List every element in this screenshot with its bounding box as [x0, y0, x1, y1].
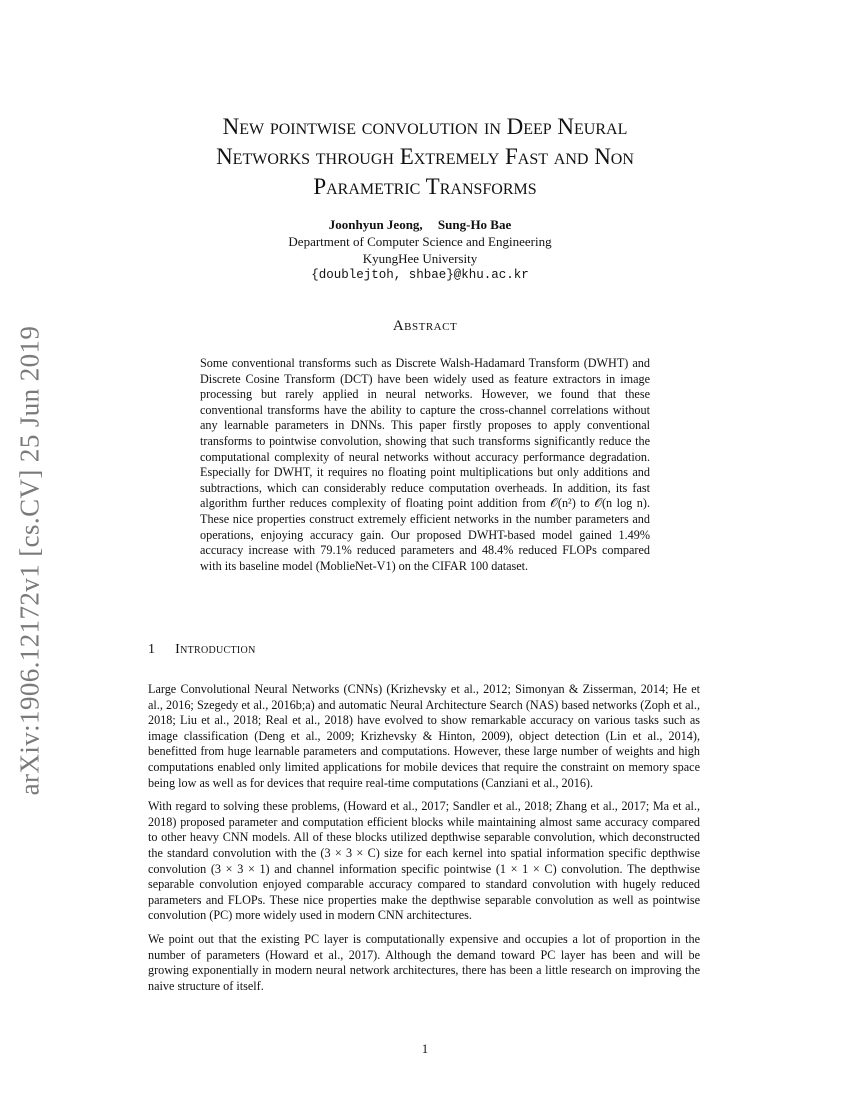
arxiv-identifier-text: arXiv:1906.12172v1 [cs.CV] 25 Jun 2019 [14, 325, 45, 795]
author-university: KyungHee University [362, 251, 478, 266]
section-title: Introduction [175, 642, 256, 657]
author-email: {doublejtoh, shbae}@khu.ac.kr [311, 268, 529, 282]
arxiv-identifier-stamp [10, 280, 50, 840]
author-name: Joonhyun Jeong, [328, 217, 423, 232]
body-paragraph: With regard to solving these problems, (Howard et al., 2017; Sandler et al., 2018; Zhang et al., 2017; Ma et al., 2018) proposed parameter and computation efficient blocks while maintaining almost same accuracy compared to other heavy CNN models. All of these blocks utilized depthwise separable convolution, which deconstructed the standard convolution with the (3 × 3 × C) size for each kernel into spatial information specific depthwise convolution (3 × 3 × 1) and channel information specific pointwise (1 × 1 × C) convolution. The depthwise separable convolution enjoyed comparable accuracy compared to standard convolution with hugely reduced parameters and FLOPs. These nice properties make the depthwise separable convolution as well as pointwise convolution (PC) more widely used in modern CNN architectures. [148, 799, 700, 923]
author-department: Department of Computer Science and Engineering [288, 234, 552, 249]
abstract-heading: Abstract [392, 318, 458, 334]
title-line-2: Networks through Extremely Fast and Non [216, 144, 634, 169]
section-heading [148, 642, 256, 658]
abstract-text: Some conventional transforms such as Discrete Walsh-Hadamard Transform (DWHT) and Discrete Cosine Transform (DCT) have been widely used as feature extractors in image processing but rarely applied in neural networks. However, we found that these conventional transforms have the ability to capture the cross-channel correlations without any learnable parameters in DNNs. This paper firstly proposes to apply conventional transforms to pointwise convolution, showing that such transforms significantly reduce the computational complexity of neural networks without accuracy performance degradation. Especially for DWHT, it requires no floating point multiplications but only additions and subtractions, which can considerably reduce computation overheads. In addition, its fast algorithm further reduces complexity of floating point addition from 𝒪(n²) to 𝒪(n log n). These nice properties construct extremely efficient networks in the number parameters and operations, enjoying accuracy gain. Our proposed DWHT-based model gained 1.49% accuracy increase with 79.1% reduced parameters and 48.4% reduced FLOPs compared with its baseline model (MoblieNet-V1) on the CIFAR 100 dataset. [200, 356, 650, 573]
page-number: 1 [421, 1042, 429, 1056]
section-number: 1 [148, 642, 156, 657]
section-body [148, 682, 700, 1002]
body-paragraph: Large Convolutional Neural Networks (CNNs) (Krizhevsky et al., 2012; Simonyan & Zisserman, 2014; He et al., 2016; Szegedy et al., 2016b;a) and automatic Neural Architecture Search (NAS) based networks (Zoph et al., 2018; Liu et al., 2018; Real et al., 2018) have evolved to show remarkable accuracy on various tasks such as image classification (Deng et al., 2009; Krizhevsky & Hinton, 2009), object detection (Lin et al., 2014), benefitted from huge learnable parameters and computations. However, these large number of weights and high computations enabled only limited applications for mobile devices that require the constraint on memory space being low as well as for devices that require real-time computations (Canziani et al., 2016). [148, 682, 700, 790]
author-block [230, 216, 610, 284]
title-line-3: Parametric Transforms [313, 174, 537, 199]
author-names [230, 216, 610, 233]
author-name: Sung-Ho Bae [437, 217, 512, 232]
body-paragraph: We point out that the existing PC layer is computationally expensive and occupies a lot of proportion in the number of parameters (Howard et al., 2017). Although the demand toward PC layer has been and will be growing exponentially in modern neural network architectures, there has been a little research on improving the naive structure of itself. [148, 931, 700, 993]
title-line-1: New pointwise convolution in Deep Neural [222, 114, 628, 139]
paper-title [120, 112, 730, 202]
